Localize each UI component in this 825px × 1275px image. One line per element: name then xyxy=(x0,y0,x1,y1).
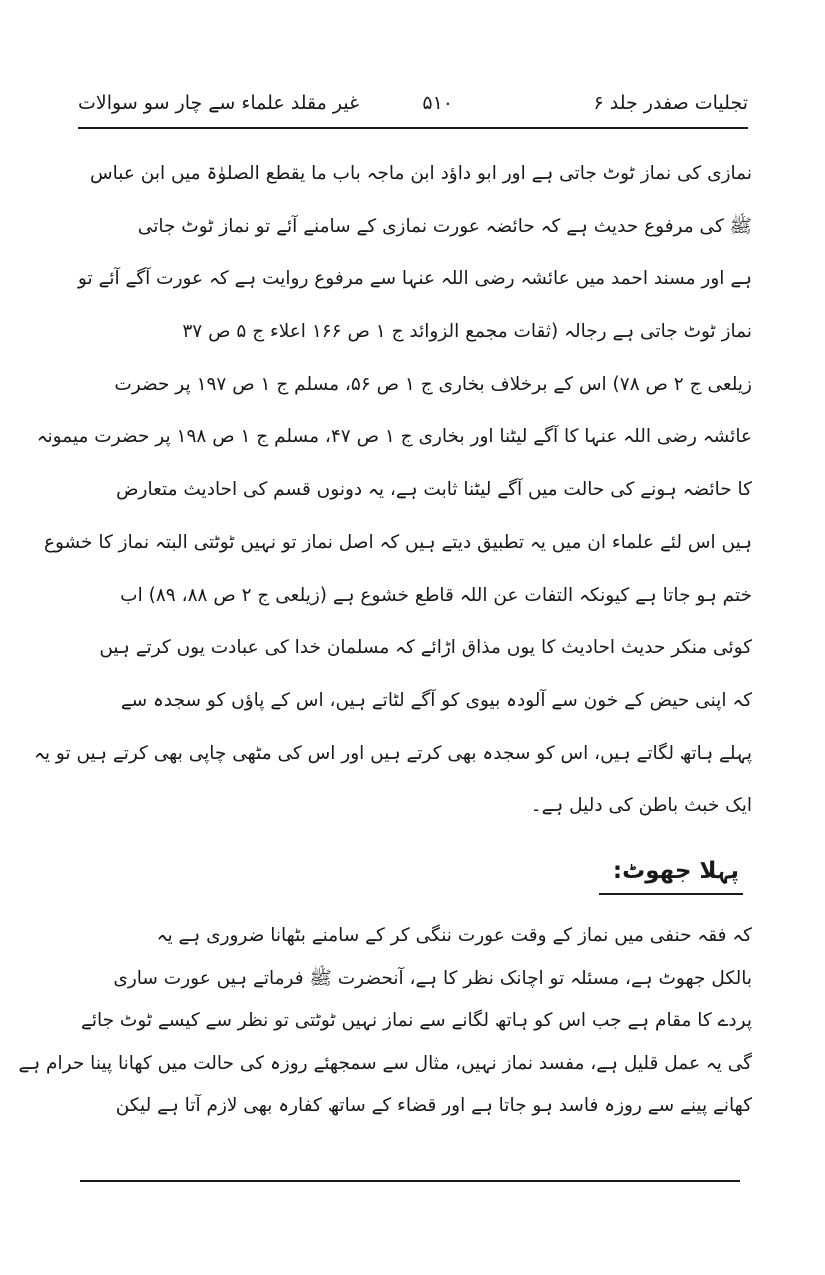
text-line: کا حائضہ ہونے کی حالت میں آگے لیٹنا ثابت ہے، یہ دونوں قسم کی احادیث متعارض xyxy=(116,479,752,501)
paragraph-2 xyxy=(18,915,752,1128)
section-heading: پہلا جھوٹ: xyxy=(599,851,743,895)
footer-divider xyxy=(80,1180,740,1182)
text-line: کہ فقہ حنفی میں نماز کے وقت عورت ننگی کر کے سامنے بٹھانا ضروری ہے یہ xyxy=(156,925,752,946)
text-line: کھانے پینے سے روزہ فاسد ہو جاتا ہے اور قضاء کے ساتھ کفارہ بھی لازم آتا ہے لیکن xyxy=(115,1095,752,1117)
running-header xyxy=(78,88,748,122)
header-divider xyxy=(78,127,748,129)
text-line: ﷺ کی مرفوع حدیث ہے کہ حائضہ عورت نمازی کے سامنے آئے تو نماز ٹوٹ جاتی xyxy=(137,215,752,237)
text-line: پردے کا مقام ہے جب اس کو ہاتھ لگانے سے نماز نہیں ٹوٹتی تو نظر سے کیسے ٹوٹ جائے xyxy=(80,1010,752,1032)
text-line: پہلے ہاتھ لگاتے ہیں، اس کو سجدہ بھی کرتے ہیں اور اس کی مٹھی چاپی بھی کرتے ہیں تو یہ xyxy=(34,742,752,764)
text-line: نماز ٹوٹ جاتی ہے رجالہ (ثقات مجمع الزوائد ج ۱ ص ۱۶۶ اعلاء ج ۵ ص ۳۷ xyxy=(182,321,752,343)
paragraph-1 xyxy=(34,148,752,833)
text-line: گی یہ عمل قلیل ہے، مفسد نماز نہیں، مثال سے سمجھئے روزہ کی حالت میں کھانا پینا حرام ہے xyxy=(18,1052,752,1074)
text-line: عائشہ رضی اللہ عنہا کا آگے لیٹنا اور بخاری ج ۱ ص ۴۷، مسلم ج ۱ ص ۱۹۸ پر حضرت میمونہ xyxy=(36,426,752,448)
text-line: کہ اپنی حیض کے خون سے آلودہ بیوی کو آگے لٹاتے ہیں، اس کے پاؤں کو سجدہ سے xyxy=(120,689,752,711)
chapter-title: غیر مقلد علماء سے چار سو سوالات xyxy=(78,92,360,114)
text-line: ہے اور مسند احمد میں عائشہ رضی اللہ عنہا سے مرفوع روایت ہے کہ عورت آگے آئے تو xyxy=(77,268,752,290)
text-line: ایک خبث باطن کی دلیل ہے۔ xyxy=(530,795,752,817)
text-line: ہیں اس لئے علماء ان میں یہ تطبیق دیتے ہیں کہ اصل نماز تو نہیں ٹوٹتی البتہ نماز کا خشوع xyxy=(43,531,752,553)
book-title: تجلیات صفدر جلد ۶ xyxy=(593,92,748,114)
page-number: ۵۱۰ xyxy=(422,92,453,114)
text-line: ختم ہو جاتا ہے کیونکہ التفات عن اللہ قاطع خشوع ہے (زیلعی ج ۲ ص ۸۸، ۸۹) اب xyxy=(120,584,752,606)
text-line: بالکل جھوٹ ہے، مسئلہ تو اچانک نظر کا ہے، آنحضرت ﷺ فرماتے ہیں عورت ساری xyxy=(113,967,752,989)
text-line: زیلعی ج ۲ ص ۷۸) اس کے برخلاف بخاری ج ۱ ص ۵۶، مسلم ج ۱ ص ۱۹۷ پر حضرت xyxy=(114,373,752,395)
text-line: نمازی کی نماز ٹوٹ جاتی ہے اور ابو داؤد ابن ماجہ باب ما یقطع الصلوٰۃ میں ابن عباس xyxy=(90,163,752,184)
text-line: کوئی منکر حدیث احادیث کا یوں مذاق اڑائے کہ مسلمان خدا کی عبادت یوں کرتے ہیں xyxy=(99,637,752,659)
